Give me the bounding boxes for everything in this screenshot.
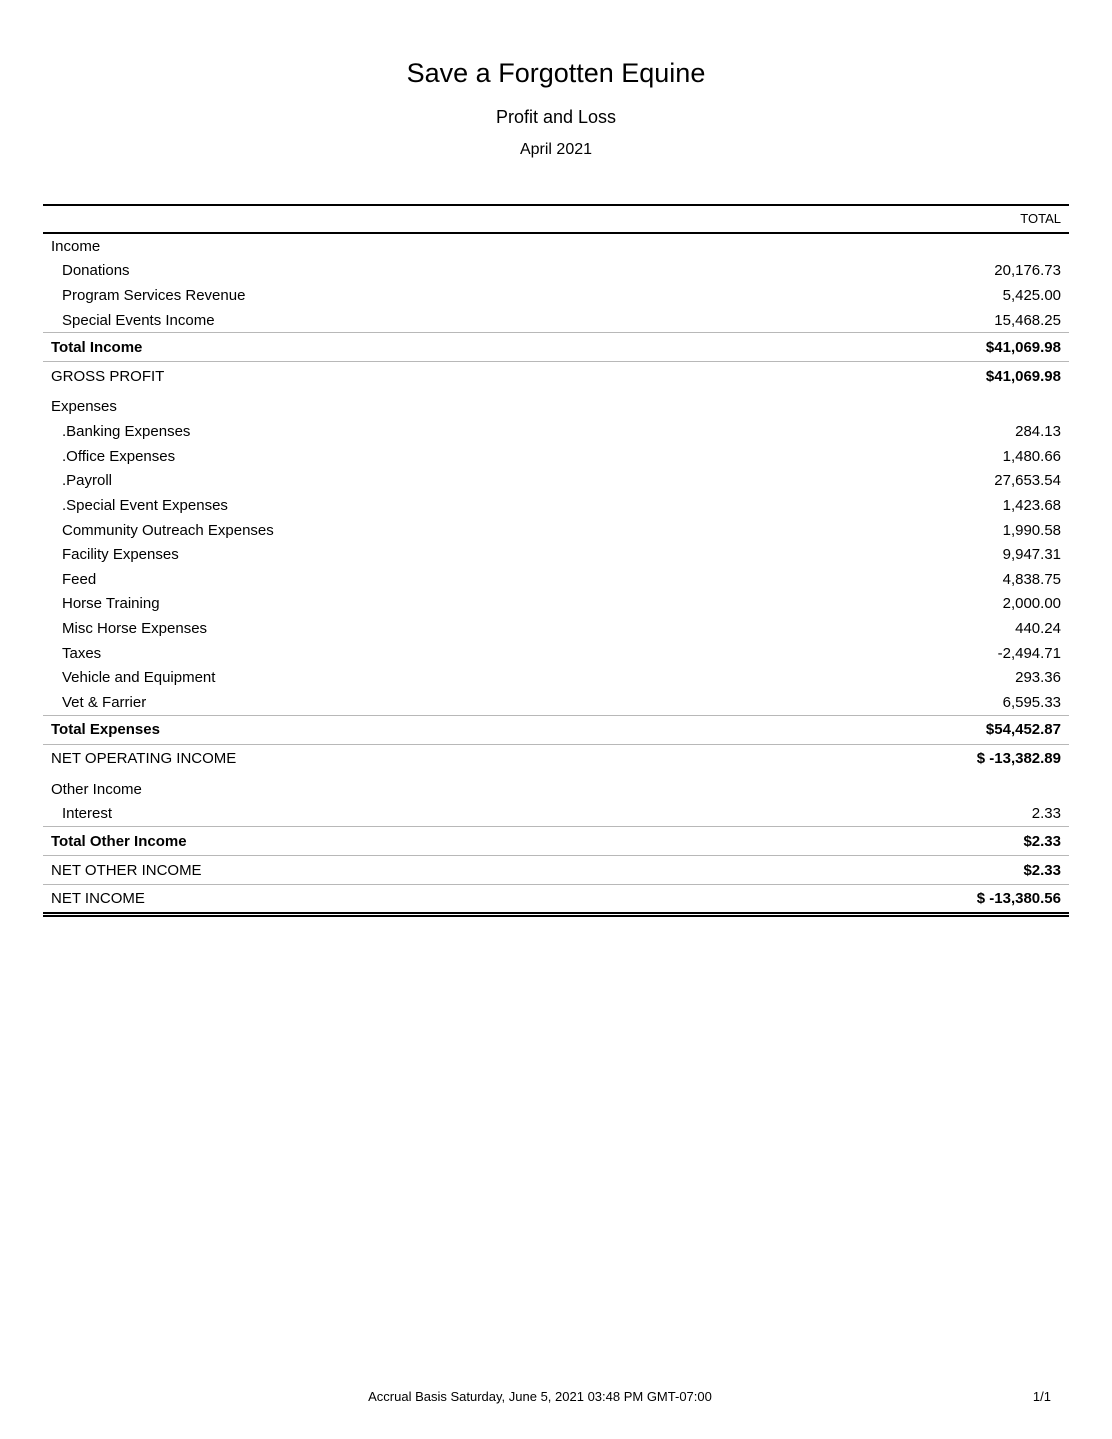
row-label: .Payroll bbox=[62, 472, 113, 490]
summary-amount: $2.33 bbox=[1023, 861, 1061, 879]
summary-label: NET INCOME bbox=[51, 890, 145, 908]
section-label: Other Income bbox=[51, 780, 142, 798]
table-row bbox=[43, 567, 1069, 592]
row-label: Donations bbox=[62, 262, 130, 280]
row-label: Vet & Farrier bbox=[62, 693, 147, 711]
table-row bbox=[43, 641, 1069, 666]
section-income-header bbox=[43, 234, 1069, 259]
table-row bbox=[43, 308, 1069, 333]
total-amount: $2.33 bbox=[1023, 832, 1061, 850]
row-amount: 440.24 bbox=[1015, 619, 1061, 637]
row-label: Horse Training bbox=[62, 595, 160, 613]
summary-amount: $ -13,382.89 bbox=[976, 750, 1061, 767]
row-amount: 1,480.66 bbox=[1002, 447, 1061, 465]
row-label: Special Events Income bbox=[62, 311, 215, 329]
net-operating-income-row bbox=[43, 744, 1069, 773]
row-amount: -2,494.71 bbox=[997, 644, 1061, 662]
summary-amount: $ -13,380.56 bbox=[976, 890, 1061, 908]
table-row bbox=[43, 469, 1069, 494]
row-label: Program Services Revenue bbox=[62, 286, 246, 304]
profit-loss-table bbox=[43, 204, 1069, 917]
section-label: Income bbox=[51, 237, 101, 255]
summary-label: NET OTHER INCOME bbox=[51, 861, 202, 879]
row-label: Vehicle and Equipment bbox=[62, 669, 216, 687]
table-row bbox=[43, 616, 1069, 641]
table-row bbox=[43, 518, 1069, 543]
total-label: Total Income bbox=[51, 338, 143, 356]
section-expenses-header bbox=[43, 390, 1069, 419]
total-label: Total Other Income bbox=[51, 832, 187, 850]
row-label: Feed bbox=[62, 570, 97, 588]
table-row bbox=[43, 802, 1069, 827]
summary-label: GROSS PROFIT bbox=[51, 367, 165, 385]
total-expenses-row bbox=[43, 715, 1069, 744]
total-amount: $54,452.87 bbox=[985, 721, 1061, 738]
table-row bbox=[43, 419, 1069, 444]
gross-profit-row bbox=[43, 361, 1069, 390]
row-amount: 27,653.54 bbox=[994, 472, 1061, 490]
row-amount: 4,838.75 bbox=[1002, 570, 1061, 588]
report-title: Profit and Loss bbox=[495, 107, 617, 127]
table-row bbox=[43, 690, 1069, 715]
table-row bbox=[43, 665, 1069, 690]
row-label: .Special Event Expenses bbox=[62, 496, 228, 514]
total-other-income-row bbox=[43, 826, 1069, 855]
row-label: Facility Expenses bbox=[62, 546, 179, 564]
row-amount: 1,423.68 bbox=[1002, 496, 1061, 514]
table-row bbox=[43, 283, 1069, 308]
row-label: .Office Expenses bbox=[62, 447, 176, 465]
row-amount: 20,176.73 bbox=[994, 262, 1061, 280]
row-amount: 284.13 bbox=[1015, 423, 1061, 441]
report-footer-basis: Accrual Basis Saturday, June 5, 2021 03:48 PM GMT-07:00 bbox=[368, 1389, 712, 1404]
total-label: Total Expenses bbox=[51, 721, 160, 738]
table-row bbox=[43, 444, 1069, 469]
page-number: 1/1 bbox=[1032, 1389, 1051, 1404]
row-amount: 9,947.31 bbox=[1002, 546, 1061, 564]
row-label: Community Outreach Expenses bbox=[62, 521, 274, 539]
summary-label: NET OPERATING INCOME bbox=[51, 750, 237, 767]
row-label: .Banking Expenses bbox=[62, 423, 191, 441]
section-other-income-header bbox=[43, 773, 1069, 802]
table-row bbox=[43, 592, 1069, 617]
row-label: Interest bbox=[62, 805, 113, 823]
summary-amount: $41,069.98 bbox=[985, 367, 1061, 385]
total-income-row bbox=[43, 332, 1069, 361]
row-amount: 293.36 bbox=[1015, 669, 1061, 687]
company-name: Save a Forgotten Equine bbox=[406, 58, 706, 88]
column-header-row bbox=[43, 206, 1069, 234]
net-other-income-row bbox=[43, 855, 1069, 884]
net-income-row bbox=[43, 884, 1069, 917]
row-label: Taxes bbox=[62, 644, 102, 662]
table-row bbox=[43, 493, 1069, 518]
row-amount: 2,000.00 bbox=[1002, 595, 1061, 613]
section-label: Expenses bbox=[51, 398, 117, 416]
table-row bbox=[43, 542, 1069, 567]
row-amount: 15,468.25 bbox=[994, 311, 1061, 329]
report-period: April 2021 bbox=[519, 141, 593, 158]
row-amount: 6,595.33 bbox=[1002, 693, 1061, 711]
row-amount: 1,990.58 bbox=[1002, 521, 1061, 539]
column-header-total: TOTAL bbox=[1020, 211, 1061, 226]
row-amount: 2.33 bbox=[1031, 805, 1061, 823]
row-label: Misc Horse Expenses bbox=[62, 619, 208, 637]
table-row bbox=[43, 259, 1069, 284]
row-amount: 5,425.00 bbox=[1002, 286, 1061, 304]
total-amount: $41,069.98 bbox=[985, 338, 1061, 356]
